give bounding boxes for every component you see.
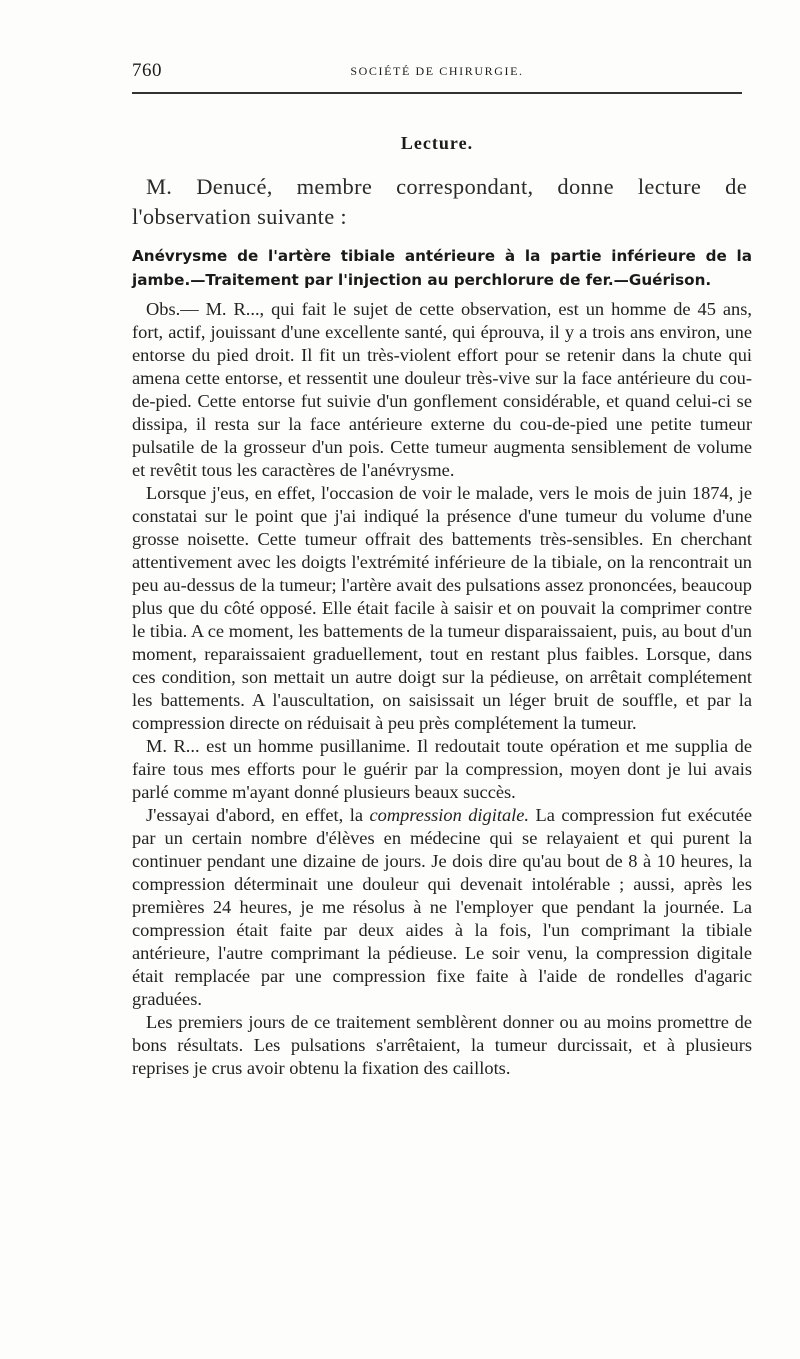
paragraph-observation: Obs.— M. R..., qui fait le sujet de cette observation, est un homme de 45 ans, fort, actif, jouissant d'une excellente santé, qui éprouva, il y a trois ans environ, une entorse du pied droit. Il fit un très-violent effort pour se retenir dans la chute qui amena cette entorse, et ressentit une douleur très-vive sur la face antérieure du cou-de-pied. Cette entorse fut suivie d'un gonflement considérable, et quand celui-ci se dissipa, il resta sur la face antérieure externe du cou-de-pied une petite tumeur pulsatile de la grosseur d'un pois. Cette tumeur augmenta sensiblement de volume et revêtit tous les caractères de l'anévrysme.	[132, 299, 752, 480]
case-title: Anévrysme de l'artère tibiale antérieure à la partie inférieure de la jambe.—Traitement par l'injection au perchlorure de fer.—Guérison.	[132, 247, 752, 289]
compression-emphasis: compression digitale.	[369, 805, 530, 825]
page-number: 760	[132, 60, 162, 81]
compression-text-after: La compression fut exécutée par un certain nombre d'élèves en médecine qui se relayaient et qui purent la continuer pendant une dizaine de jours. Je dois dire qu'au bout de 8 à 10 heures, la compression déterminait une douleur qui devenait intolérable ; aussi, après les premières 24 heures, je me résolus à ne l'employer que pendant la journée. La compression était faite par deux aides à la fois, l'un comprimant la tibiale antérieure, l'autre comprimant la pédieuse. Le soir venu, la compression digitale était remplacée par une compression fixe faite à l'aide de rondelles d'agaric graduées.	[132, 805, 753, 1009]
intro-paragraph: M. Denucé, membre correspondant, donne lecture de l'observation suivante :	[132, 174, 747, 229]
paragraph-results: Les premiers jours de ce traitement semblèrent donner ou au moins promettre de bons résultats. Les pulsations s'arrêtaient, la tumeur durcissait, et à plusieurs reprises je crus avoir obtenu la fixation des caillots.	[132, 1012, 752, 1078]
running-head: SOCIÉTÉ DE CHIRURGIE.	[350, 64, 524, 78]
paragraph-compression	[132, 804, 752, 1011]
body-text	[132, 298, 752, 1080]
section-title: Lecture.	[400, 133, 474, 153]
header-rule	[132, 92, 742, 94]
paragraph-examination: Lorsque j'eus, en effet, l'occasion de voir le malade, vers le mois de juin 1874, je constatai sur le point que j'ai indiqué la présence d'une tumeur du volume d'une grosse noisette. Cette tumeur offrait des battements très-sensibles. En cherchant attentivement avec les doigts l'extrémité inférieure de la tibiale, on la rencontrait un peu au-dessus de la tumeur; l'artère avait des pulsations assez prononcées, beaucoup plus que du côté opposé. Elle était facile à saisir et on pouvait la comprimer contre le tibia. A ce moment, les battements de la tumeur disparaissaient, puis, au bout d'un moment, reparaissaient graduellement, tout en restant plus faibles. Lorsque, dans ces condition, son mettait un autre doigt sur la pédieuse, on arrêtait complétement les battements. A l'auscultation, on saisissait un léger bruit de souffle, et par la compression directe on réduisait à peu près complétement la tumeur.	[132, 483, 752, 733]
page-header	[132, 58, 742, 86]
compression-text-before: J'essayai d'abord, en effet, la	[146, 805, 370, 825]
paragraph-patient: M. R... est un homme pusillanime. Il redoutait toute opération et me supplia de faire tous mes efforts pour le guérir par la compression, moyen dont je lui avais parlé comme m'ayant donné plusieurs beaux succès.	[132, 736, 752, 802]
